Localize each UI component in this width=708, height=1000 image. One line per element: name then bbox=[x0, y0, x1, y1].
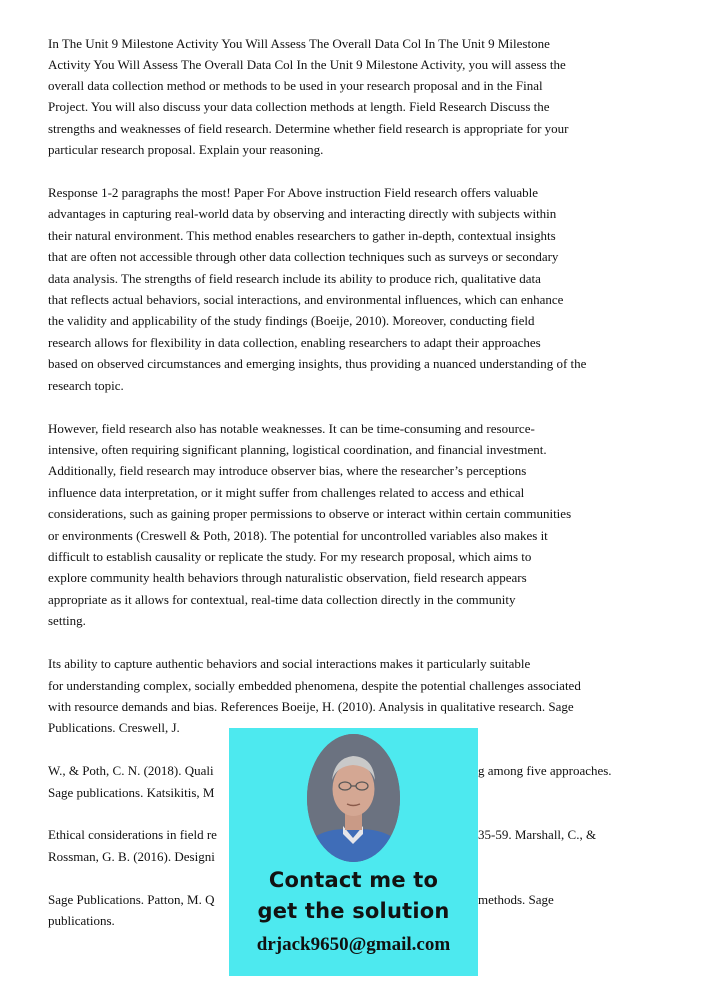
text-line: g among five approaches. bbox=[478, 763, 612, 778]
text-line: However, field research also has notable weaknesses. It can be time-consuming and resource- bbox=[48, 421, 535, 436]
text-line: considerations, such as gaining proper permissions to observe or interact within certain communities bbox=[48, 506, 572, 521]
text-line: that reflects actual behaviors, social interactions, and environmental influences, which can enhance bbox=[48, 292, 564, 307]
text-line: data analysis. The strengths of field research include its ability to produce rich, qualitative data bbox=[48, 271, 541, 286]
text-line: Publications. Creswell, J. bbox=[48, 720, 180, 735]
text-line: Project. You will also discuss your data collection methods at length. Field Research Discuss the bbox=[48, 99, 550, 114]
text-line: Response 1-2 paragraphs the most! Paper For Above instruction Field research offers valuable bbox=[48, 185, 539, 200]
text-line: research topic. bbox=[48, 378, 124, 393]
contact-email-link[interactable]: drjack9650@gmail.com bbox=[256, 934, 451, 955]
text-line: W., & Poth, C. N. (2018). Quali bbox=[48, 763, 214, 778]
contact-promo-banner[interactable] bbox=[229, 728, 478, 976]
text-line: Its ability to capture authentic behaviors and social interactions makes it particularly suitable bbox=[48, 656, 531, 671]
text-line: setting. bbox=[48, 613, 86, 628]
text-line: Rossman, G. B. (2016). Designi bbox=[48, 849, 215, 864]
text-line: Sage publications. Katsikitis, M bbox=[48, 785, 215, 800]
promo-headline-line2: get the solution bbox=[257, 899, 450, 923]
text-line: based on observed circumstances and emerging insights, thus providing a nuanced understanding of the bbox=[48, 356, 587, 371]
avatar bbox=[307, 734, 400, 862]
text-line: Sage Publications. Patton, M. Q bbox=[48, 892, 215, 907]
text-line: Additionally, field research may introduce observer bias, where the researcher’s perceptions bbox=[48, 463, 527, 478]
text-line: difficult to establish causality or replicate the study. For my research proposal, which aims to bbox=[48, 549, 532, 564]
person-portrait-icon bbox=[307, 734, 400, 862]
text-line: or environments (Creswell & Poth, 2018). The potential for uncontrolled variables also makes it bbox=[48, 528, 548, 543]
text-line: influence data interpretation, or it might suffer from challenges related to access and ethical bbox=[48, 485, 525, 500]
text-line: their natural environment. This method enables researchers to gather in-depth, contextual insights bbox=[48, 228, 556, 243]
text-line: appropriate as it allows for contextual, real-time data collection directly in the community bbox=[48, 592, 516, 607]
text-line: methods. Sage bbox=[478, 892, 554, 907]
text-line: intensive, often requiring significant planning, logistical coordination, and financial investment. bbox=[48, 442, 547, 457]
text-line: that are often not accessible through other data collection techniques such as surveys or secondary bbox=[48, 249, 559, 264]
text-line: Activity You Will Assess The Overall Data Col In the Unit 9 Milestone Activity, you will assess the bbox=[48, 57, 566, 72]
text-line: explore community health behaviors through naturalistic observation, field research appears bbox=[48, 570, 527, 585]
text-line: overall data collection method or methods to be used in your research proposal and in the Final bbox=[48, 78, 543, 93]
text-line: publications. bbox=[48, 913, 115, 928]
text-line: advantages in capturing real-world data by observing and interacting directly with subjects within bbox=[48, 206, 557, 221]
text-line: the validity and applicability of the study findings (Boeije, 2010). Moreover, conducting field bbox=[48, 313, 535, 328]
text-line: with resource demands and bias. References Boeije, H. (2010). Analysis in qualitative research. Sage bbox=[48, 699, 574, 714]
promo-headline-line1: Contact me to bbox=[268, 868, 439, 892]
text-line: 35-59. Marshall, C., & bbox=[478, 827, 597, 842]
text-line: for understanding complex, socially embedded phenomena, despite the potential challenges associated bbox=[48, 678, 581, 693]
text-line: Ethical considerations in field re bbox=[48, 827, 217, 842]
text-line: strengths and weaknesses of field research. Determine whether field research is appropriate for your bbox=[48, 121, 569, 136]
text-line: In The Unit 9 Milestone Activity You Will Assess The Overall Data Col In The Unit 9 Milestone bbox=[48, 36, 550, 51]
text-line: particular research proposal. Explain your reasoning. bbox=[48, 142, 324, 157]
text-line: research allows for flexibility in data collection, enabling researchers to adapt their approaches bbox=[48, 335, 541, 350]
